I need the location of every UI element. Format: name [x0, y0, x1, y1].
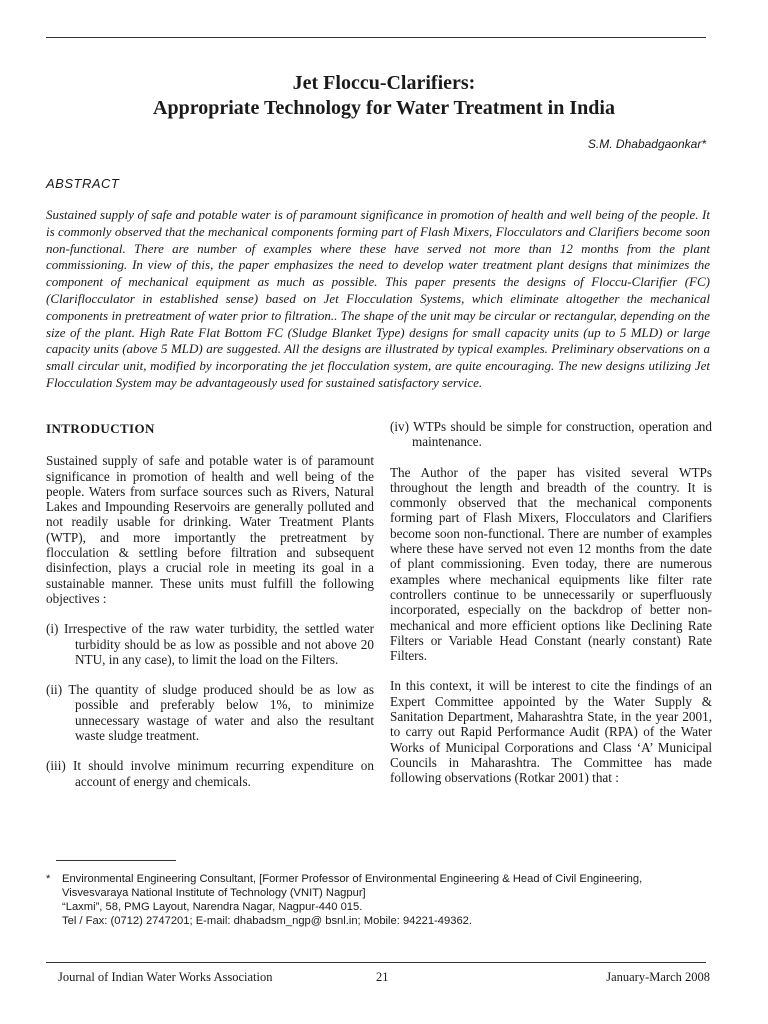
objective-iii: (iii) It should involve minimum recurring expenditure on account of energy and chemicals.	[46, 758, 374, 789]
bottom-rule	[46, 962, 706, 963]
journal-name: Journal of Indian Water Works Association	[58, 970, 273, 984]
abstract-heading: ABSTRACT	[46, 176, 120, 191]
footnote-line-3: “Laxmi”, 58, PMG Layout, Narendra Nagar, Nagpur-440 015.	[62, 901, 363, 913]
objective-iv: (iv) WTPs should be simple for construction, operation and maintenance.	[390, 419, 712, 450]
paper-title-line-1: Jet Floccu-Clarifiers:	[292, 72, 476, 94]
objective-ii: (ii) The quantity of sludge produced should be as low as possible and preferably below 1%, to minimize unnecessary wastage of water and also the resultant waste sludge treatment.	[46, 682, 374, 744]
author-name: S.M. Dhabadgaonkar*	[587, 137, 706, 151]
footnote-line-1: Environmental Engineering Consultant, [Former Professor of Environmental Engineering & Head of Civil Engineering,	[62, 873, 643, 885]
paper-title-line-2: Appropriate Technology for Water Treatment in India	[153, 97, 615, 119]
footnote-rule	[56, 860, 176, 861]
issue-date: January-March 2008	[606, 970, 710, 984]
footnote-line-4: Tel / Fax: (0712) 2747201; E-mail: dhabadsm_ngp@ bsnl.in; Mobile: 94221-49362.	[62, 915, 473, 927]
page-number: 21	[376, 970, 389, 984]
left-column	[46, 421, 374, 804]
objective-i: (i) Irrespective of the raw water turbidity, the settled water turbidity should be as low as possible and not above 20 NTU, in any case), to limit the load on the Filters.	[46, 621, 374, 667]
introduction-paragraph-3: In this context, it will be interest to cite the findings of an Expert Committee appointed by the Water Supply & Sanitation Department, Maharashtra State, in the year 2001, to carry out Rapid Performance Audit (RPA) of the Water Works of Municipal Corporations and Class ‘A’ Municipal Councils in Maharashtra. The Committee has made following observations (Rotkar 2001) that :	[390, 678, 712, 786]
author-footnote	[46, 872, 726, 928]
introduction-paragraph-2: The Author of the paper has visited several WTPs throughout the length and breadth of the country. It is commonly observed that the mechanical components forming part of Flash Mixers, Flocculators and Clarifiers become soon non-functional. There are number of examples where these have served not even 12 months from the date of plant commissioning. Even today, there are numerous examples where mechanical equipments like filter rate controllers continue to be unnecessarily or superfluously incorporated, especially on the backdrop of better non-mechanical and more efficient options like Declining Rate Filters or Variable Head Constant (nearly constant) Rate Filters.	[390, 464, 712, 664]
abstract-body: Sustained supply of safe and potable water is of paramount significance in promotion of health and well being of the people. It is commonly observed that the mechanical components forming part of Flash Mixers, Flocculators and Clarifiers become soon non-functional. There are number of examples where these have served not more than 12 months from the plant commissioning. In view of this, the paper emphasizes the need to develop water treatment plant designs that minimizes the component of mechanical equipment as much as possible. This paper presents the designs of Floccu-Clarifier (FC) (Clariflocculator in established sense) based on Jet Flocculation Systems, which eliminate altogether the mechanical components in pretreatment of water prior to filtration.. The shape of the unit may be circular or rectangular, depending on the size of the plant. High Rate Flat Bottom FC (Sludge Blanket Type) designs for small capacity units (up to 5 MLD) or large capacity units (above 5 MLD) are suggested. All the designs are illustrated by typical examples. Preliminary observations on a small circular unit, modified by incorporating the jet flocculation system, are quite encouraging. The new designs utilizing Jet Flocculation System may be advantageously used for sustained satisfactory service.	[46, 207, 710, 390]
footnote-line-2: Visvesvaraya National Institute of Technology (VNIT) Nagpur]	[62, 887, 366, 899]
introduction-paragraph-1: Sustained supply of safe and potable water is of paramount significance in promotion of health and well being of the people. Waters from surface sources such as Rivers, Natural Lakes and Impounding Reservoirs are generally polluted and not readily usable for drinking. Water Treatment Plants (WTP), and more importantly the pretreatment by flocculation & settling before filtration and subsequent disinfection, plays a crucial role in meeting its goal in a sustainable manner. These units must fulfill the following objectives :	[46, 453, 374, 606]
right-column	[390, 419, 712, 801]
introduction-heading: INTRODUCTION	[46, 421, 155, 436]
top-rule	[46, 37, 706, 38]
footnote-marker: *	[46, 873, 51, 885]
